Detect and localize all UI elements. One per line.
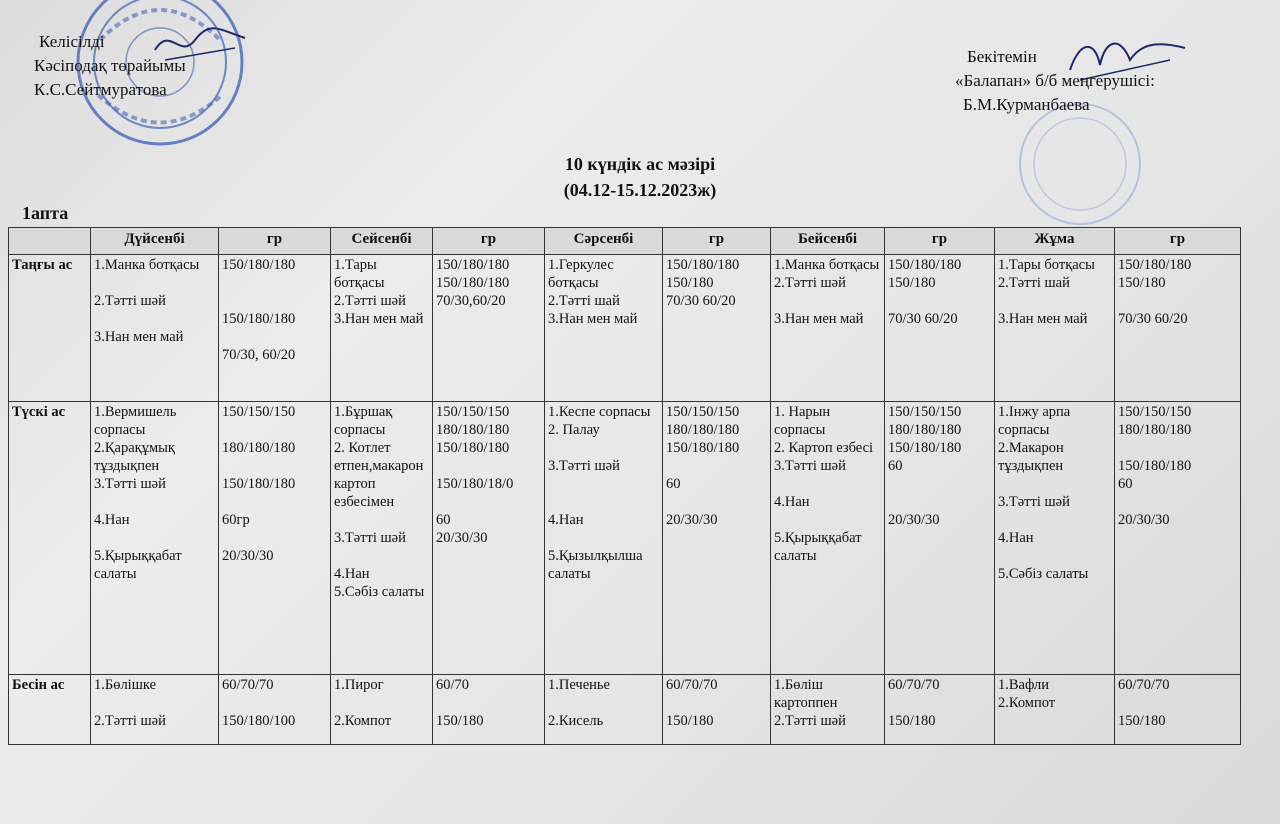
table-cell: 1.Манка ботқасы 2.Тәтті шәй 3.Нан мен май bbox=[771, 255, 885, 402]
table-cell: 60/70/70 150/180 bbox=[885, 675, 995, 745]
table-cell: 1.Печенье 2.Кисель bbox=[545, 675, 663, 745]
table-row-lunch bbox=[9, 402, 1241, 675]
meal-label: Бесін ас bbox=[9, 675, 91, 745]
table-row-afternoon-snack bbox=[9, 675, 1241, 745]
week-label: 1апта bbox=[22, 203, 69, 223]
table-cell: 1.Бөлішке 2.Тәтті шәй bbox=[91, 675, 219, 745]
table-cell: 1.Тары ботқасы 2.Тәтті шай 3.Нан мен май bbox=[995, 255, 1115, 402]
header-cell: Дүйсенбі bbox=[91, 228, 219, 255]
document-title: 10 күндік ас мәзірі bbox=[564, 154, 716, 174]
table-cell: 150/150/150 180/180/180 150/180/180 60гр 20/30/30 bbox=[219, 402, 331, 675]
approval-left-line3: К.С.Сейтмуратова bbox=[34, 80, 167, 99]
table-cell: 150/150/150 180/180/180 150/180/180 60 20/30/30 bbox=[1115, 402, 1241, 675]
table-cell: 150/150/150 180/180/180 150/180/180 60 20/30/30 bbox=[663, 402, 771, 675]
table-row-breakfast bbox=[9, 255, 1241, 402]
table-cell: 1.Манка ботқасы 2.Тәтті шәй 3.Нан мен май bbox=[91, 255, 219, 402]
table-cell: 1. Нарын сорпасы 2. Картоп езбесі 3.Тәтті шәй 4.Нан 5.Қырыққабат салаты bbox=[771, 402, 885, 675]
table-cell: 1.Вермишель сорпасы 2.Қарақұмық тұздықпен 3.Тәтті шәй 4.Нан 5.Қырыққабат салаты bbox=[91, 402, 219, 675]
table-cell: 60/70/70 150/180 bbox=[1115, 675, 1241, 745]
table-cell: 150/180/180 150/180 70/30 60/20 bbox=[885, 255, 995, 402]
header-cell: Сейсенбі bbox=[331, 228, 433, 255]
header-cell: гр bbox=[219, 228, 331, 255]
table-header-row bbox=[9, 228, 1241, 255]
approval-block-left bbox=[34, 30, 186, 102]
menu-table bbox=[8, 227, 1241, 745]
meal-label: Таңғы ас bbox=[9, 255, 91, 402]
table-cell: 150/150/150 180/180/180 150/180/180 60 20/30/30 bbox=[885, 402, 995, 675]
header-cell: гр bbox=[663, 228, 771, 255]
approval-right-line3: Б.М.Курманбаева bbox=[963, 95, 1090, 114]
table-cell: 60/70/70 150/180 bbox=[663, 675, 771, 745]
table-cell: 150/150/150 180/180/180 150/180/180 150/180/18/0 60 20/30/30 bbox=[433, 402, 545, 675]
table-cell: 1.Геркулес ботқасы 2.Тәтті шай 3.Нан мен май bbox=[545, 255, 663, 402]
table-cell: 150/180/180 150/180 70/30 60/20 bbox=[1115, 255, 1241, 402]
table-cell: 150/180/180 150/180/180 70/30, 60/20 bbox=[219, 255, 331, 402]
table-cell: 150/180/180 150/180 70/30 60/20 bbox=[663, 255, 771, 402]
table-cell: 1.Кеспе сорпасы 2. Палау 3.Тәтті шәй 4.Нан 5.Қызылқылша салаты bbox=[545, 402, 663, 675]
table-cell: 150/180/180 150/180/180 70/30,60/20 bbox=[433, 255, 545, 402]
meal-label: Түскі ас bbox=[9, 402, 91, 675]
header-cell: гр bbox=[1115, 228, 1241, 255]
header-cell bbox=[9, 228, 91, 255]
table-cell: 1.Інжу арпа сорпасы 2.Макарон тұздықпен 3.Тәтті шәй 4.Нан 5.Сәбіз салаты bbox=[995, 402, 1115, 675]
header-cell: Сәрсенбі bbox=[545, 228, 663, 255]
header-cell: гр bbox=[433, 228, 545, 255]
approval-block-right bbox=[955, 45, 1155, 117]
table-cell: 1.Тары ботқасы 2.Тәтті шәй 3.Нан мен май bbox=[331, 255, 433, 402]
document-date-range: (04.12-15.12.2023ж) bbox=[563, 180, 717, 200]
table-cell: 60/70/70 150/180/100 bbox=[219, 675, 331, 745]
header-cell: Жұма bbox=[995, 228, 1115, 255]
table-cell: 60/70 150/180 bbox=[433, 675, 545, 745]
table-cell: 1.Пирог 2.Компот bbox=[331, 675, 433, 745]
approval-right-line1: Бекітемін bbox=[967, 47, 1037, 66]
approval-left-line2: Кәсіподақ төрайымы bbox=[34, 56, 186, 75]
approval-left-line1: Келісілді bbox=[39, 32, 105, 51]
header-cell: гр bbox=[885, 228, 995, 255]
header-cell: Бейсенбі bbox=[771, 228, 885, 255]
table-cell: 1.Бөліш картоппен 2.Тәтті шәй bbox=[771, 675, 885, 745]
table-cell: 1.Бұршақ сорпасы 2. Котлет етпен,макарон картоп езбесімен 3.Тәтті шәй 4.Нан 5.Сәбіз салаты bbox=[331, 402, 433, 675]
approval-right-line2: «Балапан» б/б меңгерушісі: bbox=[955, 71, 1155, 90]
table-cell: 1.Вафли 2.Компот bbox=[995, 675, 1115, 745]
